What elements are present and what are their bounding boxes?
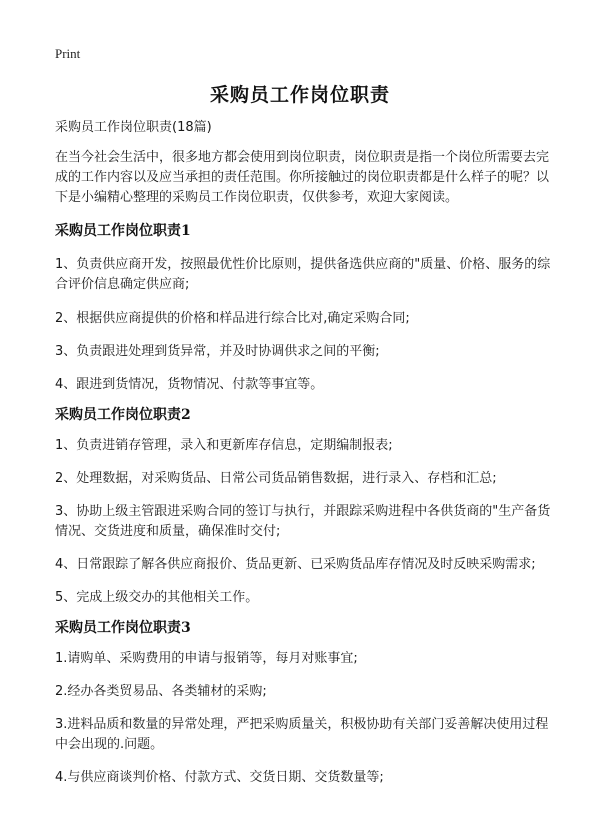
list-item: 2、处理数据，对采购货品、日常公司货品销售数据，进行录入、存档和汇总;: [55, 471, 497, 486]
list-item: 3、协助上级主管跟进采购合同的签订与执行，并跟踪采购进程中各供货商的"生产备货情况、交货进度和质量，确保准时交付;: [55, 504, 551, 539]
list-item: 4、跟进到货情况，货物情况、付款等事宜等。: [55, 377, 324, 392]
list-item: 4、日常跟踪了解各供应商报价、货品更新、已采购货品库存情况及时反映采购需求;: [55, 557, 536, 572]
section-heading: 采购员工作岗位职责1: [55, 223, 191, 239]
document-subtitle: 采购员工作岗位职责(18篇): [55, 120, 212, 135]
section-heading: 采购员工作岗位职责3: [55, 620, 191, 636]
list-item: 2.经办各类贸易品、各类辅材的采购;: [55, 684, 267, 699]
page-title: 采购员工作岗位职责: [209, 84, 390, 106]
list-item: 2、根据供应商提供的价格和样品进行综合比对,确定采购合同;: [55, 311, 410, 326]
list-item: 3、负责跟进处理到货异常，并及时协调供求之间的平衡;: [55, 344, 380, 359]
list-item: 1.请购单、采购费用的申请与报销等，每月对账事宜;: [55, 651, 358, 666]
print-link[interactable]: Print: [55, 46, 81, 61]
document-body: [55, 118, 555, 788]
list-item: 5、完成上级交办的其他相关工作。: [55, 590, 259, 605]
list-item: 4.与供应商谈判价格、付款方式、交货日期、交货数量等;: [55, 770, 384, 785]
section-heading: 采购员工作岗位职责2: [55, 407, 191, 423]
list-item: 1、负责进销存管理，录入和更新库存信息，定期编制报表;: [55, 438, 393, 453]
intro-paragraph: 在当今社会生活中，很多地方都会使用到岗位职责，岗位职责是指一个岗位所需要去完成的工作内容以及应当承担的责任范围。你所接触过的岗位职责都是什么样子的呢？以下是小编精心整理的采购员工作岗位职责，仅供参考，欢迎大家阅读。: [55, 150, 550, 205]
list-item: 3.进料品质和数量的异常处理，严把采购质量关，积极协助有关部门妥善解决使用过程中会出现的.问题。: [55, 717, 549, 752]
list-item: 1、负责供应商开发，按照最优性价比原则，提供备选供应商的"质量、价格、服务的综合评价信息确定供应商;: [55, 257, 551, 292]
